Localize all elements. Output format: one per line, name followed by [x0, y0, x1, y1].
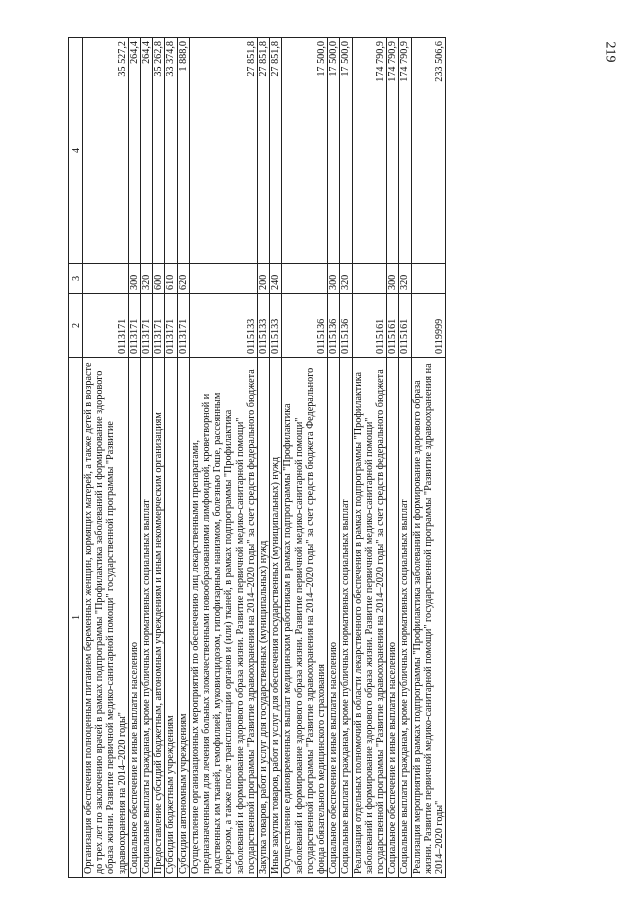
row-name: Социальное обеспечение и иные выплаты населению — [328, 358, 340, 878]
row-vr — [411, 264, 446, 294]
row-name: Осуществление организационных мероприятий по обеспечению лиц лекарственными препаратами, предназначенными для лечения больных злокачественными новообразованиями лимфоидной, кроветворной и родственных им тканей, гемофилией, муковисцидозом, гипофизарным нанизмом, болезнью Гоше, рассеянным склерозом, а также после трансплантации органов и (или) тканей, в рамках подпрограммы "Профилактика заболеваний и формирование здорового образа жизни. Развитие первичной медико-санитарной помощи" государственной программы "Развитие здравоохранения на 2014–2020 годы" за счет средств федерального бюджета — [189, 358, 257, 878]
row-code: 0115136 — [328, 294, 340, 358]
row-vr: 320 — [399, 264, 411, 294]
row-vr — [282, 264, 328, 294]
row-name: Предоставление субсидий бюджетным, автономным учреждениям и иным некоммерческим организациям — [153, 358, 165, 878]
row-code: 0119999 — [411, 294, 446, 358]
header-col-1: 1 — [69, 358, 83, 878]
row-name: Социальные выплаты гражданам, кроме публичных нормативных социальных выплат — [340, 358, 352, 878]
row-name: Осуществление единовременных выплат медицинским работникам в рамках подпрограммы "Профилактика заболеваний и формирование здорового образа жизни. Развитие первичной медико-санитарной помощи" государственной программы "Развитие здравоохранения на 2014–2020 годы" за счет средств бюджета Федерального фонда обязательного медицинского страхования — [282, 358, 328, 878]
row-name: Социальные выплаты гражданам, кроме публичных нормативных социальных выплат — [399, 358, 411, 878]
row-name: Закупка товаров, работ и услуг для государственных (муниципальных) нужд — [258, 358, 270, 878]
row-code: 0113171 — [128, 294, 140, 358]
row-sum: 27 851,8 — [258, 38, 270, 264]
row-code: 0113171 — [141, 294, 153, 358]
row-vr: 300 — [328, 264, 340, 294]
row-code: 0113171 — [83, 294, 129, 358]
row-vr — [83, 264, 129, 294]
row-vr — [352, 264, 387, 294]
table-row — [328, 38, 340, 878]
row-sum: 233 506,6 — [411, 38, 446, 264]
table-row — [340, 38, 352, 878]
table-row — [282, 38, 328, 878]
table-row — [399, 38, 411, 878]
row-code: 0115133 — [189, 294, 257, 358]
row-sum: 27 851,8 — [270, 38, 282, 264]
row-code: 0113171 — [153, 294, 165, 358]
header-row — [69, 38, 83, 878]
row-code: 0115133 — [270, 294, 282, 358]
row-sum: 17 500,0 — [328, 38, 340, 264]
header-col-2: 2 — [69, 294, 83, 358]
row-vr: 620 — [177, 264, 189, 294]
row-sum: 174 790,9 — [352, 38, 387, 264]
table-row — [165, 38, 177, 878]
row-name: Организация обеспечения полноценным питанием беременных женщин, кормящих матерей, а также детей в возрасте до трех лет по заключению врачей в рамках подпрограммы "Профилактика заболеваний и формирование здорового образа жизни. Развитие первичной медико-санитарной помощи" государственной программы "Развитие здравоохранения на 2014–2020 годы" — [83, 358, 129, 878]
table-row — [387, 38, 399, 878]
row-name: Социальное обеспечение и иные выплаты населению — [387, 358, 399, 878]
table-row — [83, 38, 129, 878]
row-sum: 35 527,2 — [83, 38, 129, 264]
row-sum: 174 790,9 — [399, 38, 411, 264]
header-col-3: 3 — [69, 264, 83, 294]
budget-table-container — [68, 38, 588, 878]
row-sum: 264,4 — [128, 38, 140, 264]
row-code: 0113171 — [177, 294, 189, 358]
row-code: 0115136 — [340, 294, 352, 358]
table-row — [352, 38, 387, 878]
row-sum: 17 500,0 — [340, 38, 352, 264]
table-row — [189, 38, 257, 878]
row-sum: 1 888,0 — [177, 38, 189, 264]
table-row — [153, 38, 165, 878]
row-sum: 35 262,8 — [153, 38, 165, 264]
table-row — [270, 38, 282, 878]
row-sum: 174 790,9 — [387, 38, 399, 264]
header-col-4: 4 — [69, 38, 83, 264]
row-code: 0113171 — [165, 294, 177, 358]
row-code: 0115161 — [399, 294, 411, 358]
row-name: Реализация отдельных полномочий в области лекарственного обеспечения в рамках подпрограммы "Профилактика заболеваний и формирование здорового образа жизни. Развитие первичной медико-санитарной помощи" государственной программы "Развитие здравоохранения на 2014–2020 годы" за счет средств федерального бюджета — [352, 358, 387, 878]
row-name: Социальные выплаты гражданам, кроме публичных нормативных социальных выплат — [141, 358, 153, 878]
row-name: Иные закупки товаров, работ и услуг для обеспечения государственных (муниципальных) нужд — [270, 358, 282, 878]
row-sum: 17 500,0 — [282, 38, 328, 264]
budget-table — [68, 37, 446, 878]
row-sum: 33 374,8 — [165, 38, 177, 264]
row-code: 0115161 — [387, 294, 399, 358]
table-row — [258, 38, 270, 878]
row-name: Реализация мероприятий в рамках подпрограммы "Профилактика заболеваний и формирование здорового образа жизни. Развитие первичной медико-санитарной помощи" государственной программы "Развитие здравоохранения на 2014–2020 годы" — [411, 358, 446, 878]
row-name: Социальное обеспечение и иные выплаты населению — [128, 358, 140, 878]
table-row — [411, 38, 446, 878]
row-name: Субсидии бюджетным учреждениям — [165, 358, 177, 878]
table-row — [177, 38, 189, 878]
row-vr: 320 — [141, 264, 153, 294]
row-sum: 27 851,8 — [189, 38, 257, 264]
row-vr: 300 — [387, 264, 399, 294]
row-vr: 610 — [165, 264, 177, 294]
table-row — [141, 38, 153, 878]
row-vr: 300 — [128, 264, 140, 294]
row-code: 0115133 — [258, 294, 270, 358]
row-code: 0115136 — [282, 294, 328, 358]
table-row — [128, 38, 140, 878]
row-vr: 200 — [258, 264, 270, 294]
row-vr: 600 — [153, 264, 165, 294]
row-name: Субсидии автономным учреждениям — [177, 358, 189, 878]
row-sum: 264,4 — [141, 38, 153, 264]
page-number: 219 — [602, 41, 618, 63]
row-vr: 320 — [340, 264, 352, 294]
row-vr — [189, 264, 257, 294]
row-code: 0115161 — [352, 294, 387, 358]
row-vr: 240 — [270, 264, 282, 294]
